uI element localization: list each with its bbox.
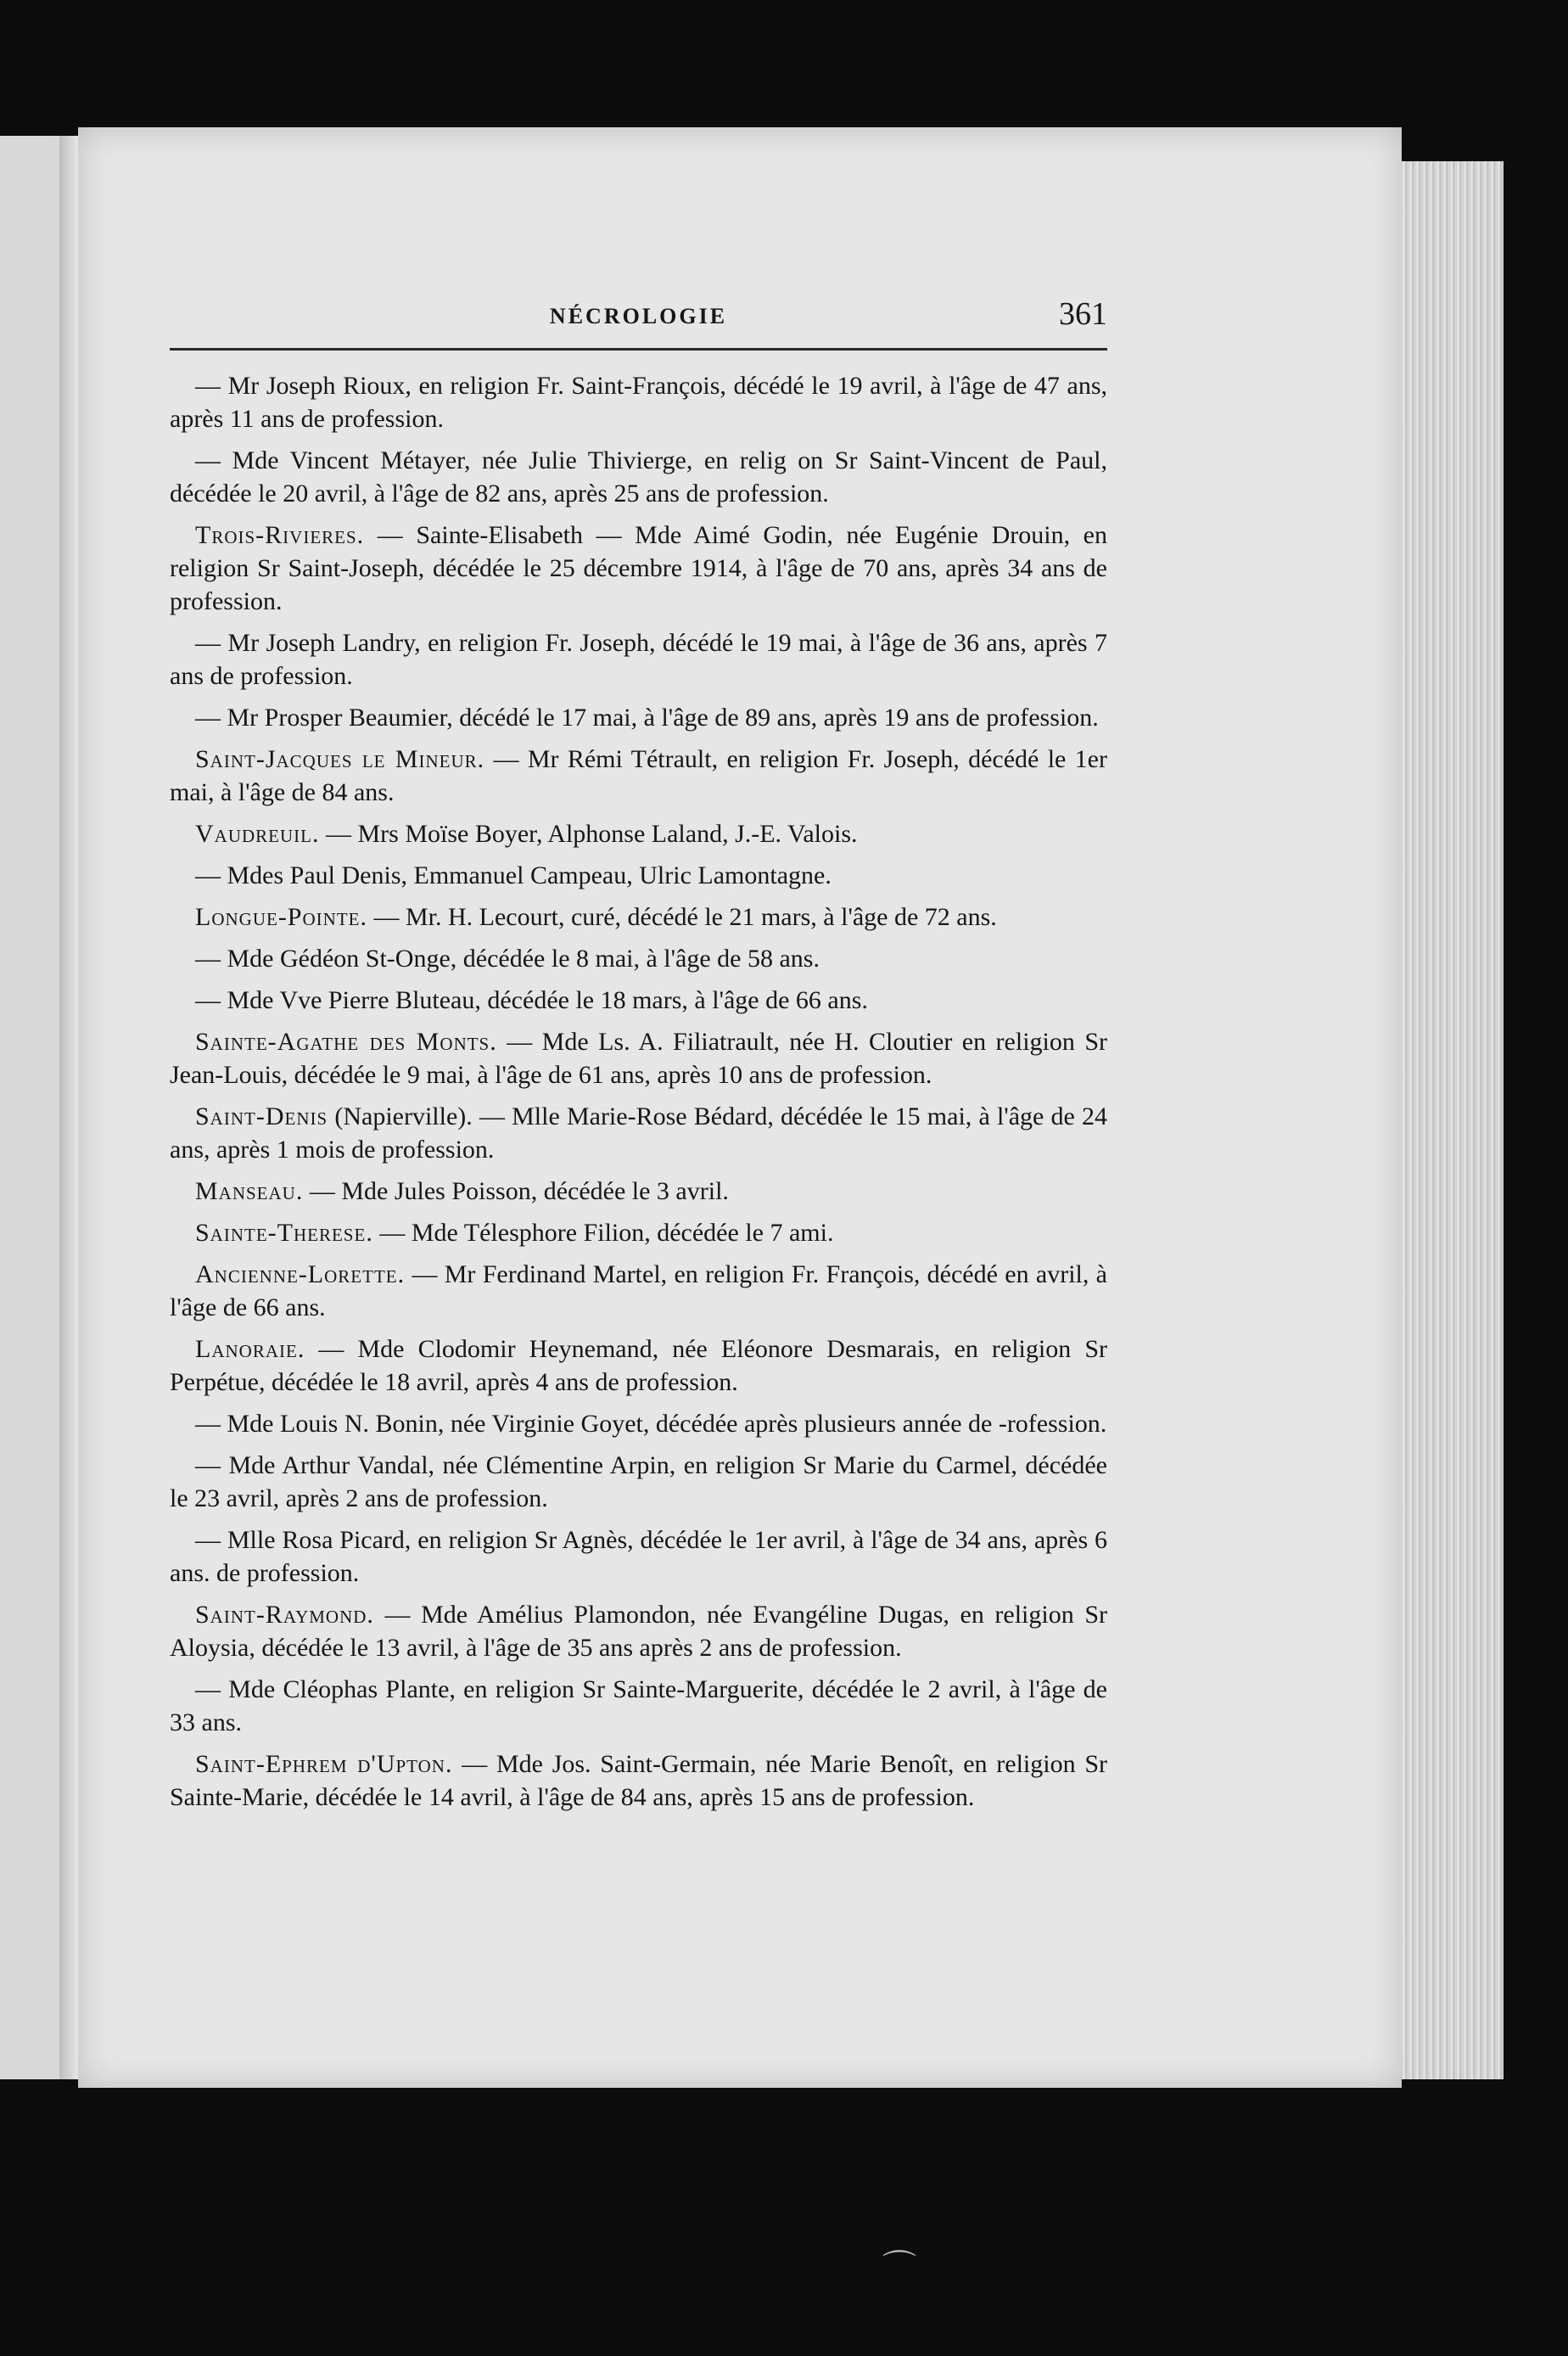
entry-text: — Mde Jos. Saint-Germain, née Marie Benoît, en religion Sr Sainte-Marie, décédée le 14 avril, à l'âge de 84 ans, après 15 ans de profession. [170,1750,1107,1811]
entry-place: Saint-Ephrem d'Upton. [195,1750,453,1778]
entry [170,1673,1107,1739]
entry [170,1407,1107,1440]
entry-text: — Mr Prosper Beaumier, décédé le 17 mai, à l'âge de 89 ans, après 19 ans de profession. [195,704,1099,732]
entry-place: Lanoraie. [195,1335,305,1363]
entry [170,900,1107,934]
entry-text: — Mr Joseph Rioux, en religion Fr. Saint-François, décédé le 19 avril, à l'âge de 47 ans, après 11 ans de profession. [170,372,1107,433]
entry-text: — Mde Clodomir Heynemand, née Eléonore Desmarais, en religion Sr Perpétue, décédée le 18 avril, après 4 ans de profession. [170,1335,1107,1396]
entry [170,817,1107,850]
entry-text: — Mde Télesphore Filion, décédée le 7 ami. [372,1219,834,1247]
entry-text: — Mde Vve Pierre Bluteau, décédée le 18 mars, à l'âge de 66 ans. [195,986,868,1014]
entry-text: — Mde Vincent Métayer, née Julie Thivierge, en relig on Sr Saint-Vincent de Paul, décédée le 20 avril, à l'âge de 82 ans, après 25 ans de profession. [170,446,1107,508]
entry-text: — Mlle Rosa Picard, en religion Sr Agnès, décédée le 1er avril, à l'âge de 34 ans, après 6 ans. de profession. [170,1526,1107,1587]
entry-place: Saint-Jacques le Mineur. [195,745,485,773]
necrology-entries [170,369,1107,1814]
entry-text: — Mde Arthur Vandal, née Clémentine Arpin, en religion Sr Marie du Carmel, décédée le 23 avril, après 2 ans de profession. [170,1451,1107,1512]
entry [170,1258,1107,1324]
entry-place: Sainte-Therese. [195,1219,373,1247]
entry-text: — Mr Rémi Tétrault, en religion Fr. Joseph, décédé le 1er mai, à l'âge de 84 ans. [170,745,1107,806]
entry [170,519,1107,618]
entry [170,984,1107,1017]
left-page-edge [59,136,78,2079]
entry-place: Longue-Pointe. [195,903,367,931]
entry-place: Saint-Denis [195,1102,328,1130]
entry-place: Saint-Raymond. [195,1601,374,1629]
entry-text: — Mde Gédéon St-Onge, décédée le 8 mai, à l'âge de 58 ans. [195,945,820,973]
entry-text: — Mde Amélius Plamondon, née Evangéline Dugas, en religion Sr Aloysia, décédée le 13 avril, à l'âge de 35 ans après 2 ans de profession. [170,1601,1107,1662]
entry-text: — Mr Ferdinand Martel, en religion Fr. François, décédé en avril, à l'âge de 66 ans. [170,1260,1107,1321]
entry-text: — Mde Ls. A. Filiatrault, née H. Cloutier en religion Sr Jean-Louis, décédée le 9 mai, à l'âge de 61 ans, après 10 ans de profession. [170,1028,1107,1089]
entry-place: Manseau. [195,1177,304,1205]
entry [170,444,1107,510]
entry [170,942,1107,975]
entry-text: (Napierville). — Mlle Marie-Rose Bédard, décédée le 15 mai, à l'âge de 24 ans, après 1 mois de profession. [170,1102,1107,1164]
entry-text: — Mde Cléophas Plante, en religion Sr Sainte-Marguerite, décédée le 2 avril, à l'âge de 33 ans. [170,1675,1107,1736]
entry-place: Vaudreuil. [195,820,320,848]
entry [170,1100,1107,1166]
entry [170,859,1107,892]
entry [170,1025,1107,1091]
entry-text: — Mde Louis N. Bonin, née Virginie Goyet, décédée après plusieurs année de -rofession. [195,1410,1107,1438]
entry [170,1747,1107,1814]
entry-text: — Sainte-Elisabeth — Mde Aimé Godin, née Eugénie Drouin, en religion Sr Saint-Joseph, décédée le 25 décembre 1914, à l'âge de 70 ans, après 34 ans de profession. [170,521,1107,615]
page-edges [1402,161,1504,2079]
entry-text: — Mr. H. Lecourt, curé, décédé le 21 mars, à l'âge de 72 ans. [367,903,997,931]
page-header [170,289,1107,351]
entry-text: — Mde Jules Poisson, décédée le 3 avril. [303,1177,729,1205]
entry-place: Trois-Rivieres. [195,521,365,549]
entry [170,1449,1107,1515]
entry [170,743,1107,809]
page-content [170,289,1107,1822]
entry-text: — Mdes Paul Denis, Emmanuel Campeau, Ulric Lamontagne. [195,861,832,889]
entry-text: — Mrs Moïse Boyer, Alphonse Laland, J.-E. Valois. [319,820,858,848]
entry [170,1598,1107,1664]
entry [170,1523,1107,1590]
running-title: NÉCROLOGIE [549,304,728,328]
page-number: 361 [1059,296,1107,332]
entry [170,1332,1107,1399]
entry [170,626,1107,693]
entry [170,1175,1107,1208]
entry-place: Ancienne-Lorette. [195,1260,406,1288]
entry-text: — Mr Joseph Landry, en religion Fr. Joseph, décédé le 19 mai, à l'âge de 36 ans, après 7 ans de profession. [170,629,1107,690]
entry [170,701,1107,734]
entry [170,1216,1107,1249]
entry [170,369,1107,435]
scan-mark: ⌒ [882,2248,916,2286]
entry-place: Sainte-Agathe des Monts. [195,1028,497,1056]
